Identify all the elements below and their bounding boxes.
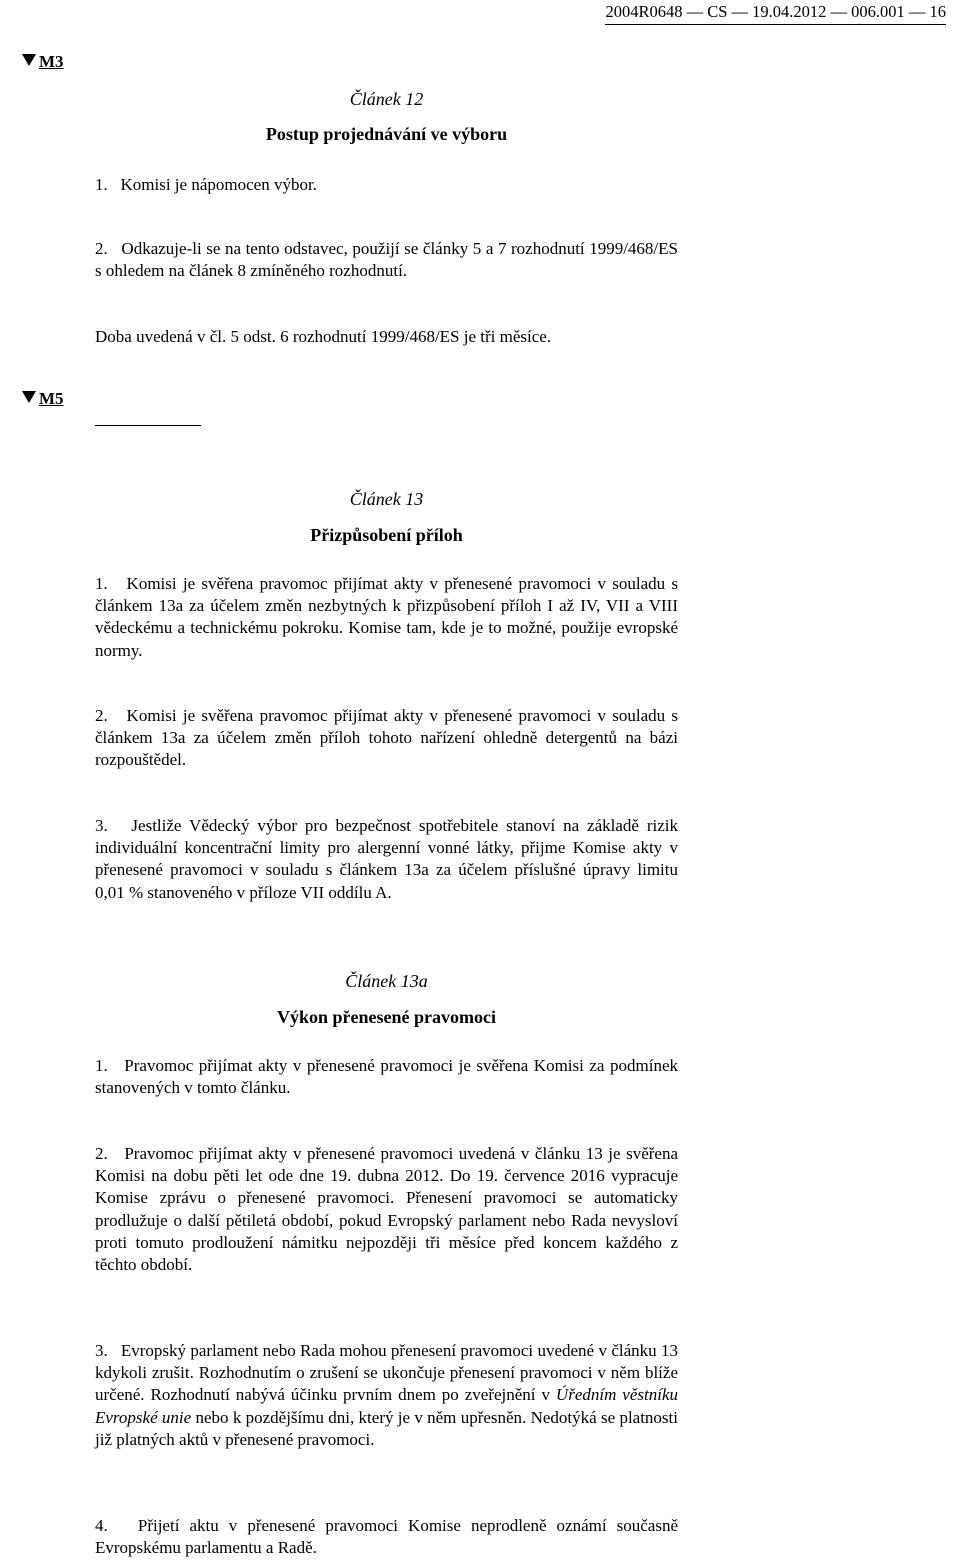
article-13a-paragraph-2: 2. Pravomoc přijímat akty v přenesené pravomoci uvedená v článku 13 je svěřena Komisi na dobu pěti let ode dne 19. dubna 2012. Do 19. července 2016 vypracuje Komise zprávu o přenesené pravomoci. Přenesení pravomoci se automaticky prodlužuje o další pětiletá období, pokud Evropský parlament nebo Rada nevysloví proti tomuto prodloužení námitku nejpozději tři měsíce před koncem každého z těchto období. <box>95 1144 678 1275</box>
article-13a-paragraph-3 <box>95 1340 678 1451</box>
paragraph-text: nebo k pozdějšímu dni, který je v něm upřesněn. Nedotýká se platnosti již platných aktů v přenesené pravomoci. <box>95 1407 678 1449</box>
amendment-marker-m3 <box>22 52 64 72</box>
triangle-down-icon <box>22 391 36 403</box>
article-12-paragraph-1: 1. Komisi je nápomocen výbor. <box>95 175 317 194</box>
official-journal-reference: Úředním věstníku Evropské unie <box>95 1385 679 1427</box>
triangle-down-icon <box>22 54 36 66</box>
article-13-paragraph-3: 3. Jestliže Vědecký výbor pro bezpečnost spotřebitele stanoví na základě rizik individuální koncentrační limity pro alergenní vonné látky, přijme Komise akty v přenesené pravomoci v souladu s článkem 13a za účelem příslušné úpravy limitu 0,01 % stanoveného v příloze VII oddílu A. <box>95 816 678 902</box>
article-13a-paragraph-1: 1. Pravomoc přijímat akty v přenesené pravomoci je svěřena Komisi za podmínek stanovených v tomto článku. <box>95 1056 678 1098</box>
article-13a-number: Článek 13a <box>345 971 428 991</box>
article-12-number: Článek 12 <box>349 89 424 109</box>
article-12-title: Postup projednávání ve výboru <box>265 124 508 144</box>
deleted-text-divider <box>95 425 201 426</box>
article-12-paragraph-2: 2. Odkazuje-li se na tento odstavec, použijí se články 5 a 7 rozhodnutí 1999/468/ES s ohledem na článek 8 zmíněného rozhodnutí. <box>95 239 678 281</box>
document-header: 2004R0648 — CS — 19.04.2012 — 006.001 — 16 <box>605 2 946 25</box>
amendment-code[interactable]: M3 <box>39 52 64 71</box>
article-13-paragraph-1: 1. Komisi je svěřena pravomoc přijímat akty v přenesené pravomoci v souladu s článkem 13a za účelem změn nezbytných k přizpůsobení příloh I až IV, VII a VIII vědeckému a technickému pokroku. Komise tam, kde je to možné, použije evropské normy. <box>95 574 678 660</box>
article-12-paragraph-3: Doba uvedená v čl. 5 odst. 6 rozhodnutí 1999/468/ES je tři měsíce. <box>95 327 552 346</box>
amendment-marker-m5 <box>22 389 64 409</box>
article-13a-paragraph-4: 4. Přijetí aktu v přenesené pravomoci Komise neprodleně oznámí současně Evropskému parlamentu a Radě. <box>95 1516 678 1558</box>
paragraph-text: 3. Evropský parlament nebo Rada mohou přenesení pravomoci uvedené v článku 13 kdykoli zrušit. Rozhodnutím o zrušení se ukončuje přenesení pravomoci v něm blíže určené. Rozhodnutí nabývá účinku prvním dnem po zveřejnění v <box>95 1341 678 1405</box>
article-13-paragraph-2: 2. Komisi je svěřena pravomoc přijímat akty v přenesené pravomoci v souladu s článkem 13a za účelem změn příloh tohoto nařízení ohledně detergentů na bázi rozpouštědel. <box>95 706 678 770</box>
article-13-title: Přizpůsobení příloh <box>310 525 463 545</box>
article-13a-title: Výkon přenesené pravomoci <box>277 1007 496 1027</box>
amendment-code[interactable]: M5 <box>39 389 64 408</box>
article-13-number: Článek 13 <box>349 489 424 509</box>
